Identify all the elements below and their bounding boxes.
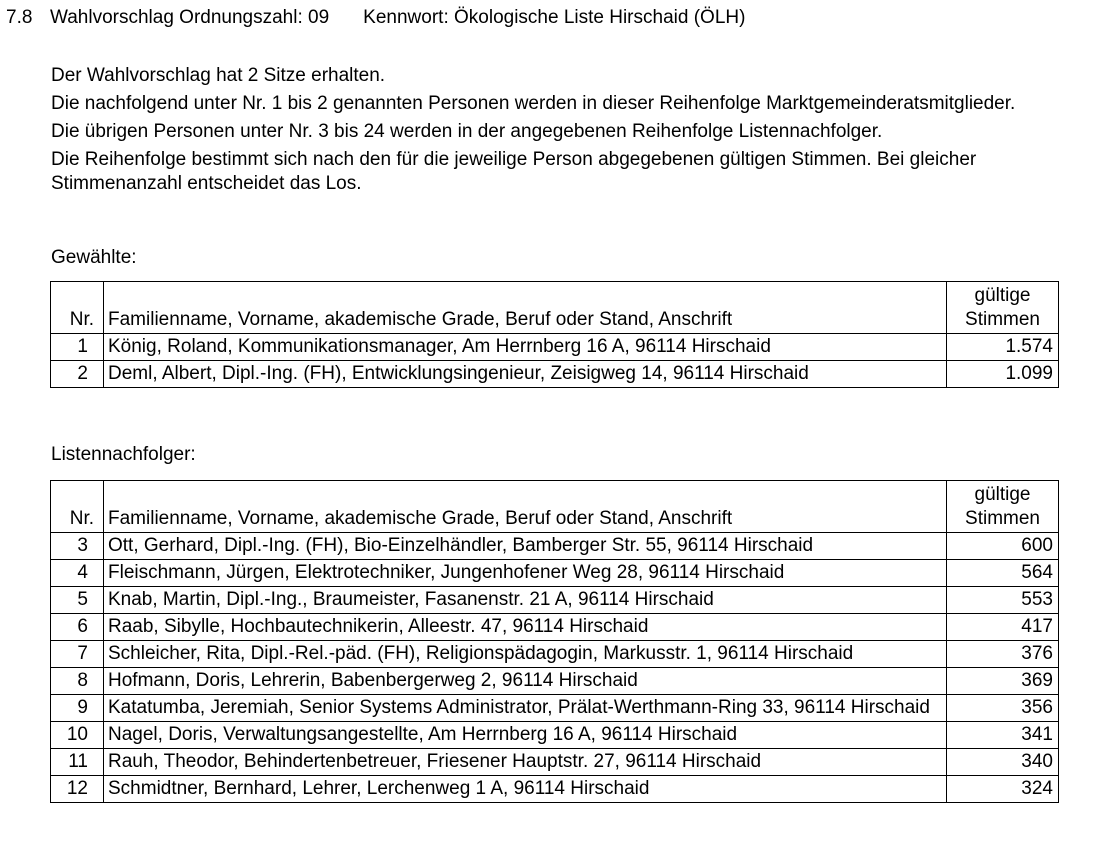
paragraph-seats: Der Wahlvorschlag hat 2 Sitze erhalten. bbox=[51, 65, 386, 86]
cell-name: Rauh, Theodor, Behindertenbetreuer, Friesener Hauptstr. 27, 96114 Hirschaid bbox=[104, 749, 947, 776]
cell-name: König, Roland, Kommunikationsmanager, Am Herrnberg 16 A, 96114 Hirschaid bbox=[104, 334, 947, 361]
table-row bbox=[51, 587, 1059, 614]
table-row bbox=[51, 334, 1059, 361]
successor-rows bbox=[51, 533, 1059, 803]
header-nr: Nr. bbox=[51, 282, 104, 334]
cell-nr: 8 bbox=[51, 668, 104, 695]
cell-votes: 1.574 bbox=[947, 334, 1059, 361]
table-row bbox=[51, 361, 1059, 388]
elected-table bbox=[50, 281, 1059, 388]
table-row bbox=[51, 722, 1059, 749]
cell-name: Schleicher, Rita, Dipl.-Rel.-päd. (FH), Religionspädagogin, Markusstr. 1, 96114 Hirschaid bbox=[104, 641, 947, 668]
cell-nr: 3 bbox=[51, 533, 104, 560]
cell-votes: 376 bbox=[947, 641, 1059, 668]
cell-votes: 356 bbox=[947, 695, 1059, 722]
cell-name: Schmidtner, Bernhard, Lehrer, Lerchenweg 1 A, 96114 Hirschaid bbox=[104, 776, 947, 803]
table-header-row bbox=[51, 481, 1059, 533]
paragraph-elected: Die nachfolgend unter Nr. 1 bis 2 genannten Personen werden in dieser Reihenfolge Marktgemeinderatsmitglieder. bbox=[51, 93, 1016, 114]
header-name: Familienname, Vorname, akademische Grade, Beruf oder Stand, Anschrift bbox=[104, 282, 947, 334]
successors-table bbox=[50, 480, 1059, 803]
proposal-keyword: Kennwort: Ökologische Liste Hirschaid (ÖLH) bbox=[363, 7, 746, 28]
table-row bbox=[51, 749, 1059, 776]
header-votes: gültige Stimmen bbox=[947, 282, 1059, 334]
cell-votes: 1.099 bbox=[947, 361, 1059, 388]
cell-name: Knab, Martin, Dipl.-Ing., Braumeister, Fasanenstr. 21 A, 96114 Hirschaid bbox=[104, 587, 947, 614]
cell-votes: 369 bbox=[947, 668, 1059, 695]
section-number: 7.8 bbox=[6, 7, 33, 28]
cell-nr: 1 bbox=[51, 334, 104, 361]
cell-nr: 2 bbox=[51, 361, 104, 388]
elected-rows bbox=[51, 334, 1059, 388]
table-row bbox=[51, 695, 1059, 722]
cell-name: Katatumba, Jeremiah, Senior Systems Administrator, Prälat-Werthmann-Ring 33, 96114 Hirschaid bbox=[104, 695, 947, 722]
cell-nr: 12 bbox=[51, 776, 104, 803]
paragraph-successors: Die übrigen Personen unter Nr. 3 bis 24 werden in der angegebenen Reihenfolge Listennachfolger. bbox=[51, 121, 883, 142]
cell-name: Hofmann, Doris, Lehrerin, Babenbergerweg 2, 96114 Hirschaid bbox=[104, 668, 947, 695]
cell-name: Deml, Albert, Dipl.-Ing. (FH), Entwicklungsingenieur, Zeisigweg 14, 96114 Hirschaid bbox=[104, 361, 947, 388]
cell-votes: 324 bbox=[947, 776, 1059, 803]
cell-nr: 9 bbox=[51, 695, 104, 722]
cell-name: Nagel, Doris, Verwaltungsangestellte, Am Herrnberg 16 A, 96114 Hirschaid bbox=[104, 722, 947, 749]
successors-label: Listennachfolger: bbox=[51, 444, 196, 465]
cell-nr: 6 bbox=[51, 614, 104, 641]
paragraph-order: Die Reihenfolge bestimmt sich nach den für die jeweilige Person abgegebenen gültigen Stimmen. Bei gleicher Stimmenanzahl entscheidet das Los. bbox=[51, 149, 977, 194]
table-row bbox=[51, 641, 1059, 668]
table-row bbox=[51, 776, 1059, 803]
cell-name: Ott, Gerhard, Dipl.-Ing. (FH), Bio-Einzelhändler, Bamberger Str. 55, 96114 Hirschaid bbox=[104, 533, 947, 560]
cell-votes: 564 bbox=[947, 560, 1059, 587]
table-row bbox=[51, 668, 1059, 695]
table-row bbox=[51, 533, 1059, 560]
header-nr: Nr. bbox=[51, 481, 104, 533]
cell-votes: 600 bbox=[947, 533, 1059, 560]
cell-nr: 7 bbox=[51, 641, 104, 668]
section-heading bbox=[6, 6, 745, 30]
table-row bbox=[51, 560, 1059, 587]
cell-votes: 341 bbox=[947, 722, 1059, 749]
header-votes: gültige Stimmen bbox=[947, 481, 1059, 533]
cell-nr: 5 bbox=[51, 587, 104, 614]
header-name: Familienname, Vorname, akademische Grade, Beruf oder Stand, Anschrift bbox=[104, 481, 947, 533]
cell-name: Fleischmann, Jürgen, Elektrotechniker, Jungenhofener Weg 28, 96114 Hirschaid bbox=[104, 560, 947, 587]
cell-nr: 10 bbox=[51, 722, 104, 749]
explanation-text bbox=[51, 64, 1086, 200]
cell-nr: 4 bbox=[51, 560, 104, 587]
cell-nr: 11 bbox=[51, 749, 104, 776]
cell-votes: 553 bbox=[947, 587, 1059, 614]
cell-votes: 417 bbox=[947, 614, 1059, 641]
table-row bbox=[51, 614, 1059, 641]
cell-name: Raab, Sibylle, Hochbautechnikerin, Alleestr. 47, 96114 Hirschaid bbox=[104, 614, 947, 641]
table-header-row bbox=[51, 282, 1059, 334]
cell-votes: 340 bbox=[947, 749, 1059, 776]
proposal-title: Wahlvorschlag Ordnungszahl: 09 bbox=[50, 7, 330, 28]
elected-label: Gewählte: bbox=[51, 247, 137, 268]
